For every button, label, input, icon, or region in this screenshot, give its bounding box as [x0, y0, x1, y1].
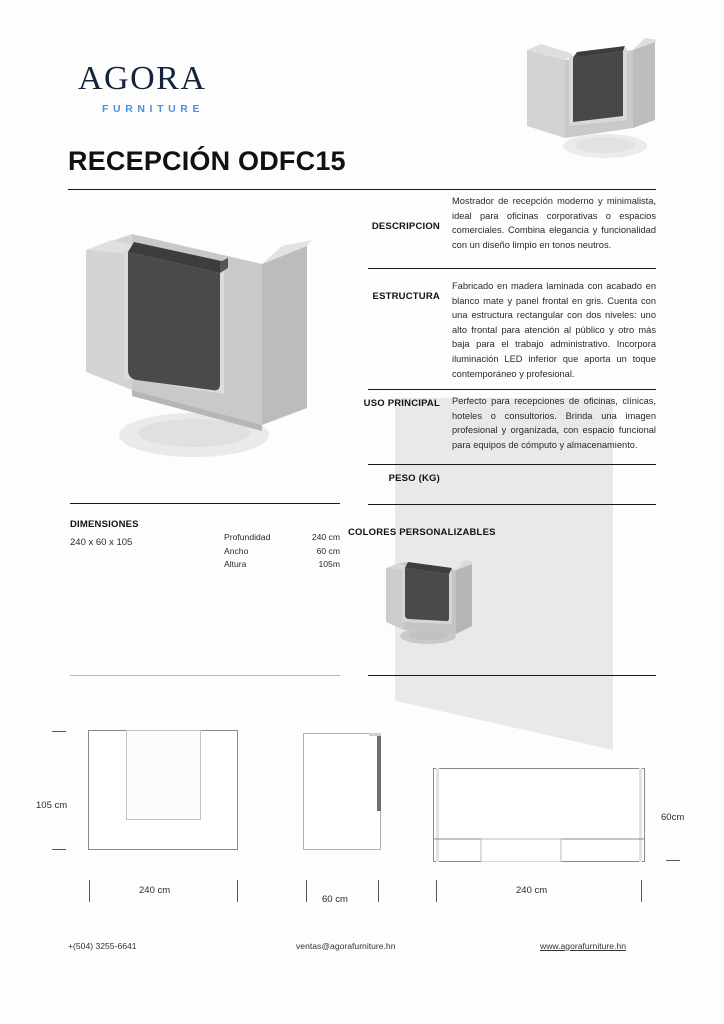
- brand-tagline: FURNITURE: [102, 103, 205, 115]
- dimensiones-summary: 240 x 60 x 105: [70, 537, 133, 548]
- divider-uso-principal: [368, 464, 656, 465]
- dimension-value: 105m: [318, 559, 340, 569]
- label-front-width: 240 cm: [139, 885, 171, 896]
- table-row: [224, 531, 340, 545]
- spec-label-estructura: ESTRUCTURA: [372, 291, 440, 302]
- divider-dimensiones-bottom: [70, 675, 340, 676]
- tick-side-width-right: [378, 880, 379, 902]
- tick-front-width-right: [237, 880, 238, 902]
- divider-colores: [368, 675, 656, 676]
- colores-personalizables-label: COLORES PERSONALIZABLES: [348, 527, 496, 538]
- technical-drawing-top: [433, 768, 645, 862]
- tick-front-height-top: [52, 731, 66, 732]
- dimension-key: Profundidad: [224, 532, 271, 542]
- spec-label-uso-principal: USO PRINCIPAL: [363, 398, 440, 409]
- dimensiones-table: [224, 531, 340, 572]
- spec-label-peso: PESO (KG): [388, 473, 440, 484]
- label-side-width: 60 cm: [322, 894, 348, 905]
- spec-text-uso-principal: Perfecto para recepciones de oficinas, clínicas, hoteles o consultorios. Brinda una imagen profesional y organizada, con espacio funcional para equipos de cómputo y almacenamiento.: [452, 396, 656, 450]
- tick-top-width-left: [436, 880, 437, 902]
- divider-dimensiones-top: [70, 503, 340, 504]
- table-row: [224, 558, 340, 572]
- label-top-depth: 60cm: [661, 812, 685, 823]
- footer-phone[interactable]: +(504) 3255-6641: [68, 941, 137, 951]
- product-render-colores: [378, 552, 488, 652]
- spec-label-descripcion: DESCRIPCION: [371, 221, 440, 232]
- dimension-key: Ancho: [224, 545, 249, 556]
- technical-drawing-front: [88, 730, 238, 850]
- tick-top-depth: [666, 860, 680, 861]
- dimension-value: 240 cm: [311, 532, 340, 542]
- technical-drawing-side: [303, 733, 381, 850]
- tick-top-width-right: [641, 880, 642, 902]
- dimension-key: Altura: [224, 559, 247, 569]
- page-title: RECEPCIÓN ODFC15: [68, 146, 346, 176]
- dimension-value: 60 cm: [316, 545, 340, 556]
- tick-front-width-left: [89, 880, 90, 902]
- divider-peso: [368, 504, 656, 505]
- footer-email[interactable]: ventas@agorafurniture.hn: [296, 941, 396, 951]
- brand-name: AGORA: [78, 60, 207, 97]
- tick-side-width-left: [306, 880, 307, 902]
- divider-top: [68, 189, 656, 190]
- tick-front-height-bottom: [52, 849, 66, 850]
- product-render-thumbnail: [505, 28, 685, 163]
- divider-descripcion: [368, 268, 656, 269]
- brand-logo: [78, 62, 206, 115]
- spec-text-descripcion: Mostrador de recepción moderno y minimalista, ideal para oficinas corporativas o espacios comerciales. Combina elegancia y funcionalidad con un diseño limpio en tonos neutros.: [452, 196, 656, 250]
- product-render-main: [72, 212, 362, 464]
- spec-text-estructura: Fabricado en madera laminada con acabado en blanco mate y panel frontal en gris. Cuenta con una estructura rectangular con dos niveles: uno alto frontal para atención al público y otro más baja para el trabajo administrativo. Incorpora iluminación LED inferior que aporta un toque contemporáneo y profesional.: [452, 281, 656, 379]
- table-row: [224, 545, 340, 559]
- label-top-width: 240 cm: [516, 885, 548, 896]
- label-front-height: 105 cm: [36, 800, 68, 811]
- footer-website[interactable]: www.agorafurniture.hn: [540, 941, 626, 951]
- divider-estructura: [368, 389, 656, 390]
- dimensiones-title: DIMENSIONES: [70, 519, 139, 530]
